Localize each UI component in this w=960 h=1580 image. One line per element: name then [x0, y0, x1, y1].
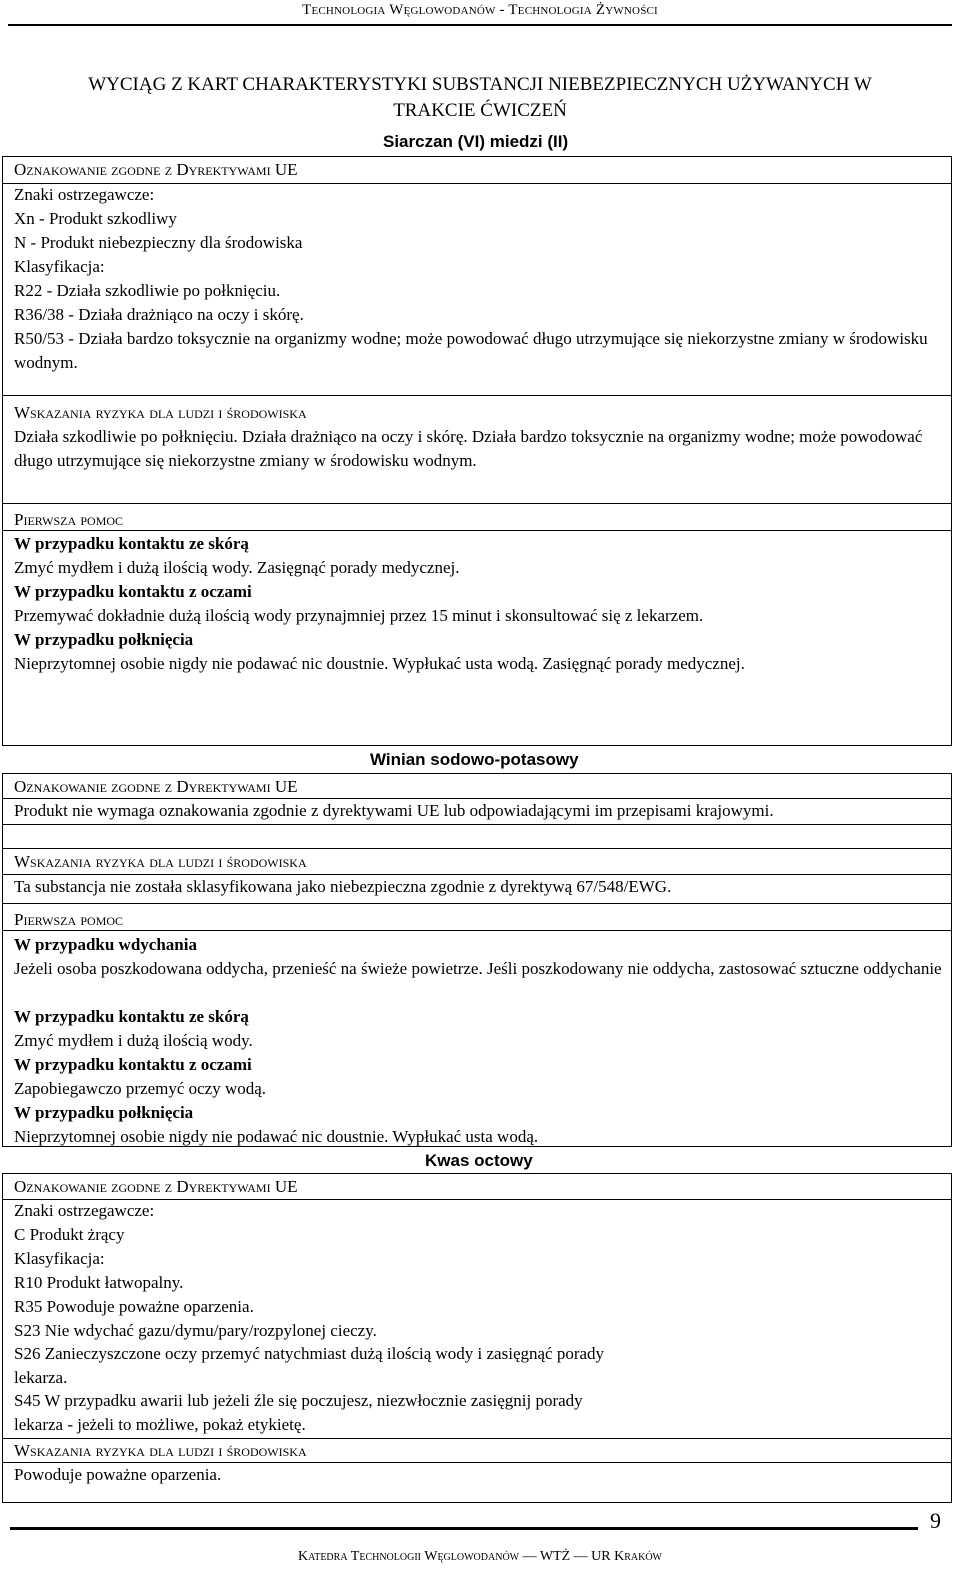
- section1-oczy-label: W przypadku kontaktu z oczami: [14, 582, 252, 601]
- section1-skora-text: Zmyć mydłem i dużą ilością wody. Zasięgnąć porady medycznej.: [14, 558, 460, 577]
- section1-r50-53: R50/53 - Działa bardzo toksycznie na organizmy wodne; może powodować długo utrzymujące się niekorzystne zmiany w środowisku wodnym.: [14, 329, 928, 372]
- section2-oznakowanie-heading: Oznakowanie zgodne z Dyrektywami UE: [14, 777, 298, 796]
- section2-divider-5: [2, 903, 952, 904]
- section2-polkniecie-label: W przypadku połknięcia: [14, 1103, 194, 1122]
- section1-r22: R22 - Działa szkodliwie po połknięciu.: [14, 281, 281, 300]
- section2-skora-text: Zmyć mydłem i dużą ilością wody.: [14, 1031, 253, 1050]
- section1-znak-1: Xn - Produkt szkodliwy: [14, 209, 177, 228]
- substance-title-3: Kwas octowy: [425, 1151, 533, 1170]
- section2-divider-2: [2, 824, 952, 825]
- section1-r36-38: R36/38 - Działa drażniąco na oczy i skórę.: [14, 305, 304, 324]
- section1-pomoc-heading: Pierwsza pomoc: [14, 510, 124, 529]
- section3-znaki-label: Znaki ostrzegawcze:: [14, 1201, 155, 1220]
- section3-wskazania-heading: Wskazania ryzyka dla ludzi i środowiska: [14, 1441, 307, 1460]
- footer-rule: [10, 1527, 918, 1530]
- section2-oczy-label: W przypadku kontaktu z oczami: [14, 1055, 252, 1074]
- section3-s26-line-1: S26 Zanieczyszczone oczy przemyć natychmiast dużą ilością wody i zasięgnąć porady: [14, 1344, 605, 1363]
- section2-polkniecie-text: Nieprzytomnej osobie nigdy nie podawać nic doustnie. Wypłukać usta wodą.: [14, 1127, 539, 1146]
- section2-oczy-text: Zapobiegawczo przemyć oczy wodą.: [14, 1079, 267, 1098]
- section3-s45-line-2: lekarza - jeżeli to możliwe, pokaż etykietę.: [14, 1415, 306, 1434]
- document-title-line-2: TRAKCIE ĆWICZEŃ: [393, 100, 567, 121]
- running-header: Technologia Węglowodanów - Technologia Żywności: [302, 2, 658, 18]
- section2-wskazania-heading: Wskazania ryzyka dla ludzi i środowiska: [14, 852, 307, 871]
- page-number: 9: [930, 1508, 941, 1533]
- section3-s26-line-2: lekarza.: [14, 1368, 68, 1387]
- section3-oznakowanie-heading: Oznakowanie zgodne z Dyrektywami UE: [14, 1177, 298, 1196]
- section3-wskazania-text: Powoduje poważne oparzenia.: [14, 1465, 222, 1484]
- section1-wskazania-text: Działa szkodliwie po połknięciu. Działa drażniąco na oczy i skórę. Działa bardzo toksycznie na organizmy wodne; może powodować długo utrzymujące się niekorzystne zmiany w środowisku wodnym.: [14, 427, 923, 470]
- section1-divider-2: [2, 395, 952, 396]
- section1-skora-label: W przypadku kontaktu ze skórą: [14, 534, 249, 553]
- section1-znaki-label: Znaki ostrzegawcze:: [14, 185, 155, 204]
- section2-skora-label: W przypadku kontaktu ze skórą: [14, 1007, 249, 1026]
- document-title: [0, 72, 960, 124]
- section1-wskazania-heading: Wskazania ryzyka dla ludzi i środowiska: [14, 403, 307, 422]
- header-rule: [8, 24, 952, 26]
- section3-r35: R35 Powoduje poważne oparzenia.: [14, 1297, 254, 1316]
- running-footer: Katedra Technologii Węglowodanów — WTŻ — UR Kraków: [297, 1549, 662, 1564]
- section3-znak-1: C Produkt żrący: [14, 1225, 125, 1244]
- section1-klasyfikacja-label: Klasyfikacja:: [14, 257, 105, 276]
- section2-pomoc-heading: Pierwsza pomoc: [14, 910, 124, 929]
- section1-znak-2: N - Produkt niebezpieczny dla środowiska: [14, 233, 303, 252]
- section2-wskazania-text: Ta substancja nie została sklasyfikowana jako niebezpieczna zgodnie z dyrektywą 67/548/EWG.: [14, 877, 672, 896]
- section1-polkniecie-label: W przypadku połknięcia: [14, 630, 194, 649]
- section3-klasyfikacja-label: Klasyfikacja:: [14, 1249, 105, 1268]
- section1-divider-3: [2, 503, 952, 504]
- section2-divider-3: [2, 848, 952, 849]
- section3-s23: S23 Nie wdychać gazu/dymu/pary/rozpylonej cieczy.: [14, 1321, 377, 1340]
- document-title-line-1: WYCIĄG Z KART CHARAKTERYSTYKI SUBSTANCJI NIEBEZPIECZNYCH UŻYWANYCH W: [88, 74, 872, 95]
- section2-wdychanie-text: Jeżeli osoba poszkodowana oddycha, przenieść na świeże powietrze. Jeśli poszkodowany nie oddycha, zastosować sztuczne oddychanie: [14, 959, 942, 978]
- section3-s45-line-1: S45 W przypadku awarii lub jeżeli źle się poczujesz, niezwłocznie zasięgnij porady: [14, 1391, 583, 1410]
- section1-oczy-text: Przemywać dokładnie dużą ilością wody przynajmniej przez 15 minut i skonsultować się z lekarzem.: [14, 606, 704, 625]
- section1-oznakowanie-heading: Oznakowanie zgodne z Dyrektywami UE: [14, 160, 298, 179]
- section1-polkniecie-text: Nieprzytomnej osobie nigdy nie podawać nic doustnie. Wypłukać usta wodą. Zasięgnąć porady medycznej.: [14, 654, 745, 673]
- section2-oznakowanie-text: Produkt nie wymaga oznakowania zgodnie z dyrektywami UE lub odpowiadającymi im przepisami krajowymi.: [14, 801, 774, 820]
- section3-r10: R10 Produkt łatwopalny.: [14, 1273, 184, 1292]
- substance-title-1: Siarczan (VI) miedzi (II): [383, 132, 569, 151]
- section2-wdychanie-label: W przypadku wdychania: [14, 935, 197, 954]
- substance-title-2: Winian sodowo-potasowy: [370, 750, 579, 769]
